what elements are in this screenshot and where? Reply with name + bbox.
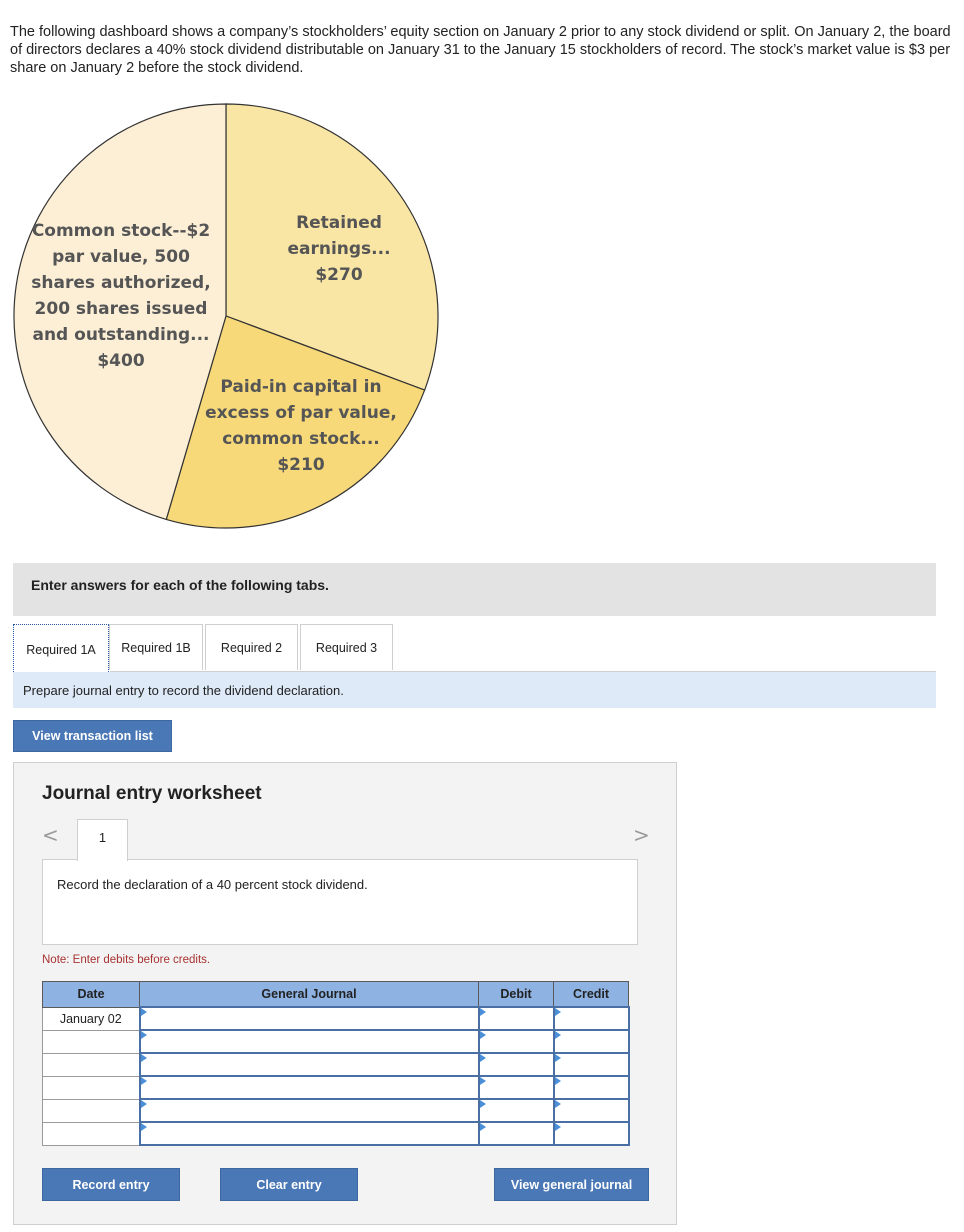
- account-cell[interactable]: [140, 1053, 479, 1076]
- pie-slice-label: $270: [315, 265, 363, 285]
- entry-description-box: [42, 859, 638, 945]
- journal-table: [42, 981, 630, 1146]
- credit-cell[interactable]: [554, 1122, 629, 1145]
- table-row: [43, 1053, 629, 1076]
- pie-slice-label: Retained: [296, 213, 382, 233]
- account-cell[interactable]: [140, 1122, 479, 1145]
- entry-page-tab[interactable]: 1: [77, 819, 128, 861]
- account-cell[interactable]: [140, 1099, 479, 1122]
- pie-slice-label: 200 shares issued: [34, 299, 208, 319]
- entry-description: Record the declaration of a 40 percent stock dividend.: [57, 877, 368, 892]
- debit-cell[interactable]: [479, 1007, 554, 1030]
- credit-cell[interactable]: [554, 1030, 629, 1053]
- debit-cell[interactable]: [479, 1076, 554, 1099]
- date-column-header: Date: [43, 982, 140, 1008]
- pie-slice-label: $210: [277, 455, 325, 475]
- table-row: [43, 1007, 629, 1030]
- instructions-banner: [13, 563, 936, 616]
- credit-cell[interactable]: [554, 1076, 629, 1099]
- date-cell: [43, 1099, 140, 1122]
- debit-cell[interactable]: [479, 1099, 554, 1122]
- date-cell: January 02: [43, 1007, 140, 1030]
- date-cell: [43, 1076, 140, 1099]
- tab-required-3[interactable]: Required 3: [300, 624, 393, 670]
- account-cell[interactable]: [140, 1030, 479, 1053]
- task-prompt: Prepare journal entry to record the dividend declaration.: [23, 683, 344, 698]
- account-cell[interactable]: [140, 1076, 479, 1099]
- date-cell: [43, 1053, 140, 1076]
- table-row: [43, 1076, 629, 1099]
- tab-required-1b[interactable]: Required 1B: [109, 624, 203, 670]
- task-prompt-bar: [13, 672, 936, 708]
- previous-entry-icon[interactable]: <: [42, 823, 59, 847]
- date-cell: [43, 1030, 140, 1053]
- equity-pie-chart: [0, 95, 460, 535]
- pie-slice-label: shares authorized,: [31, 273, 211, 293]
- table-row: [43, 1030, 629, 1053]
- view-transaction-list-button[interactable]: View transaction list: [13, 720, 172, 752]
- pie-slice-label: Paid-in capital in: [220, 377, 382, 397]
- pie-slice-label: $400: [97, 351, 145, 371]
- pie-slice-label: par value, 500: [52, 247, 190, 267]
- table-row: [43, 1122, 629, 1145]
- problem-statement: The following dashboard shows a company’s stockholders’ equity section on January 2 prior to any stock dividend or split. On January 2, the board of directors declares a 40% stock dividend distributable on January 31 to the January 15 stockholders of record. The stock’s market value is $3 per share on January 2 before the stock dividend.: [10, 24, 951, 76]
- credit-column-header: Credit: [554, 982, 629, 1008]
- next-entry-icon[interactable]: >: [633, 823, 650, 847]
- pie-slice-label: Common stock--$2: [31, 221, 211, 241]
- debit-cell[interactable]: [479, 1122, 554, 1145]
- debit-cell[interactable]: [479, 1030, 554, 1053]
- account-cell[interactable]: [140, 1007, 479, 1030]
- pie-slice-label: excess of par value,: [205, 403, 397, 423]
- general-journal-column-header: General Journal: [140, 982, 479, 1008]
- view-general-journal-button[interactable]: View general journal: [494, 1168, 649, 1201]
- debit-cell[interactable]: [479, 1053, 554, 1076]
- credit-cell[interactable]: [554, 1007, 629, 1030]
- entry-note: Note: Enter debits before credits.: [42, 954, 211, 966]
- pie-slice-label: common stock...: [222, 429, 380, 449]
- worksheet-title: Journal entry worksheet: [42, 783, 262, 804]
- credit-cell[interactable]: [554, 1053, 629, 1076]
- instructions-text: Enter answers for each of the following tabs.: [31, 577, 329, 593]
- pie-slice-label: and outstanding...: [32, 325, 210, 345]
- tab-required-1a[interactable]: Required 1A: [13, 624, 109, 676]
- clear-entry-button[interactable]: Clear entry: [220, 1168, 358, 1201]
- table-row: [43, 1099, 629, 1122]
- date-cell: [43, 1122, 140, 1145]
- debit-column-header: Debit: [479, 982, 554, 1008]
- credit-cell[interactable]: [554, 1099, 629, 1122]
- record-entry-button[interactable]: Record entry: [42, 1168, 180, 1201]
- tab-required-2[interactable]: Required 2: [205, 624, 298, 670]
- journal-entry-worksheet: [13, 762, 677, 1225]
- pie-slice-label: earnings...: [287, 239, 391, 259]
